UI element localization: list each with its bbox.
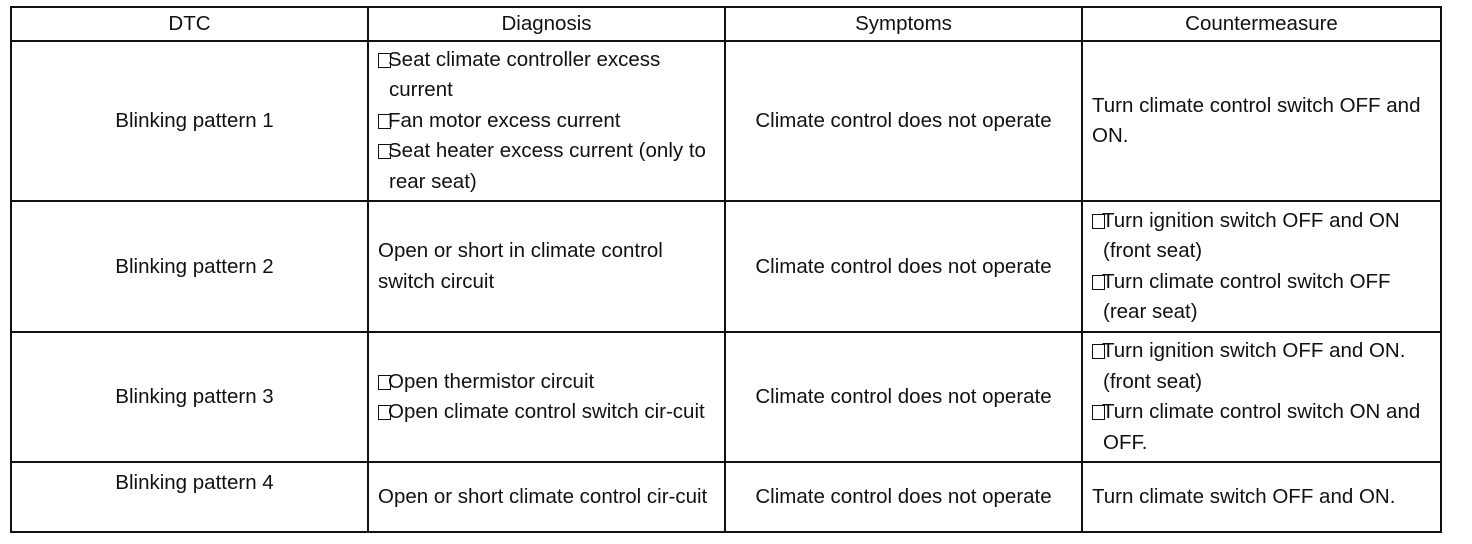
symptoms-cell: Climate control does not operate: [725, 462, 1082, 532]
symptoms-cell: Climate control does not operate: [725, 41, 1082, 201]
dtc-cell: Blinking pattern 3: [11, 332, 368, 462]
countermeasure-item-text: Turn ignition switch OFF and ON (front seat): [1102, 208, 1400, 262]
countermeasure-item: [1092, 206, 1432, 267]
countermeasure-item: [1092, 267, 1432, 328]
diagnosis-item-text: Open thermistor circuit: [388, 369, 595, 393]
countermeasure-item: [1092, 336, 1432, 397]
header-symptoms: Symptoms: [725, 7, 1082, 41]
table-row: [11, 462, 1441, 532]
diagnosis-text: Open or short climate control cir-cuit: [378, 484, 708, 508]
header-diagnosis: Diagnosis: [368, 7, 725, 41]
diagnosis-text: Open or short in climate control switch circuit: [378, 239, 663, 293]
header-row: [11, 7, 1441, 41]
countermeasure-cell: [1082, 332, 1441, 462]
countermeasure-text: Turn climate control switch OFF and ON.: [1092, 93, 1421, 147]
dtc-cell: Blinking pattern 2: [11, 201, 368, 332]
diagnosis-cell: [368, 201, 725, 332]
table-row: [11, 201, 1441, 332]
diagnosis-item-text: Open climate control switch cir-cuit: [388, 400, 705, 423]
countermeasure-item-text: Turn climate control switch OFF (rear seat): [1102, 269, 1391, 323]
countermeasure-text: Turn climate switch OFF and ON.: [1092, 484, 1396, 508]
countermeasure-cell: [1082, 201, 1441, 332]
countermeasure-item: [1092, 397, 1432, 458]
table-row: [11, 332, 1441, 462]
countermeasure-item-text: Turn ignition switch OFF and ON. (front seat): [1102, 339, 1406, 393]
diagnosis-cell: [368, 41, 725, 201]
dtc-cell: Blinking pattern 1: [11, 41, 368, 201]
diagnosis-cell: [368, 462, 725, 532]
table-row: [11, 41, 1441, 201]
diagnosis-item-text: Seat heater excess current (only to rear seat): [388, 139, 706, 193]
diagnosis-cell: [368, 332, 725, 462]
diagnosis-item-text: Fan motor excess current: [388, 108, 621, 132]
diagnosis-item: [378, 45, 716, 106]
diagnosis-item: [378, 367, 716, 398]
dtc-cell: Blinking pattern 4: [11, 462, 368, 532]
symptoms-cell: Climate control does not operate: [725, 201, 1082, 332]
countermeasure-item-text: Turn climate control switch ON and OFF.: [1102, 400, 1421, 454]
header-countermeasure: Countermeasure: [1082, 7, 1441, 41]
dtc-table: [10, 6, 1442, 533]
header-dtc: DTC: [11, 7, 368, 41]
diagnosis-item: [378, 397, 716, 428]
countermeasure-cell: [1082, 41, 1441, 201]
countermeasure-cell: [1082, 462, 1441, 532]
diagnosis-item-text: Seat climate controller excess current: [388, 47, 661, 102]
diagnosis-item: [378, 136, 716, 197]
diagnosis-item: [378, 106, 716, 137]
symptoms-cell: Climate control does not operate: [725, 332, 1082, 462]
